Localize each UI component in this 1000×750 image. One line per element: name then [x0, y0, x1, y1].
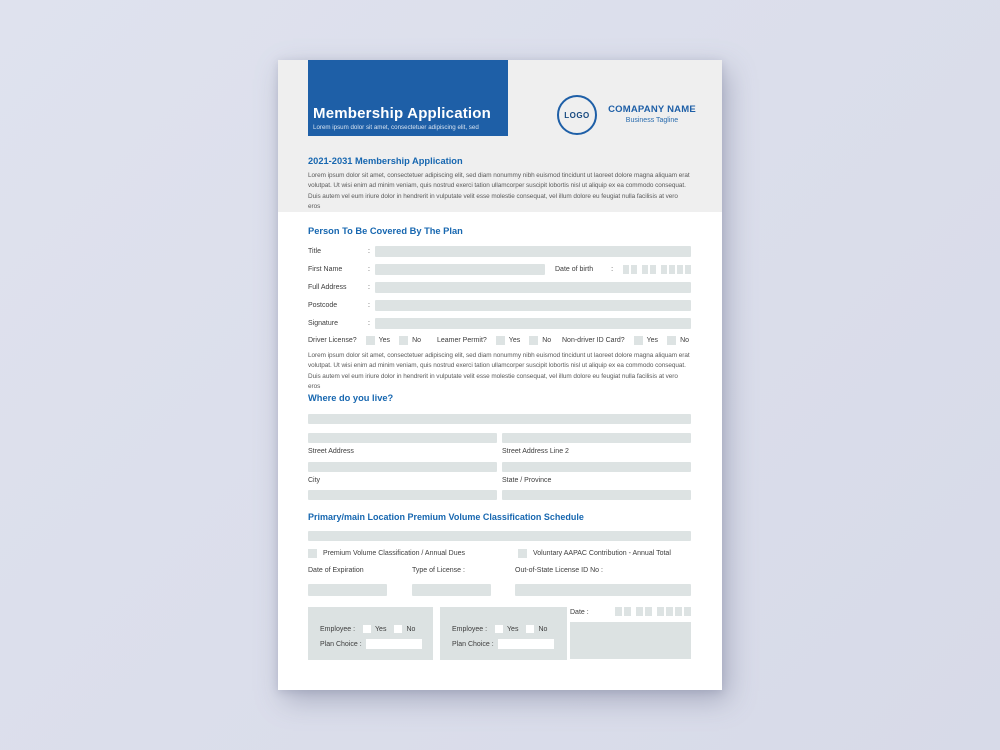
intro-paragraph: Lorem ipsum dolor sit amet, consectetuer adipiscing elit, sed diam nonummy nibh euismod tincidunt ut laoreet dolore magna aliquam erat volutpat. Ut wisi enim ad minim veniam, quis nostrud exerci tation ullamcorper suscipit lobortis nisl ut aliquip ex ea commodo consequat. Duis autem vel eum iriure dolor in hendrerit in vulputate velit esse molestie consequat, vel illum dolore eu feugiat nulla facilisis at vero eros [308, 172, 690, 211]
date-cells [615, 607, 691, 616]
dob-year-cell[interactable] [677, 265, 683, 274]
postcode-input[interactable] [375, 300, 691, 311]
yes-label: Yes [378, 337, 391, 344]
colon: : [368, 284, 370, 291]
dob-month-cell[interactable] [642, 265, 648, 274]
title-input[interactable] [375, 246, 691, 257]
person-paragraph: Lorem ipsum dolor sit amet, consectetuer adipiscing elit, sed diam nonummy nibh euismod tincidunt ut laoreet dolore magna aliquam erat volutpat. Ut wisi enim ad minim veniam, quis nostrud exerci tation ullamcorper suscipit lobortis nisl ut aliquip ex ea commodo consequat. Duis autem vel eum iriure dolor in hendrerit in vulputate velit esse molestie consequat, vel illum dolore eu feugiat nulla facilisis at vero eros [308, 352, 690, 391]
full-address-field-row [308, 282, 691, 293]
yes-label: Yes [507, 625, 519, 633]
form-subtitle: Lorem ipsum dolor sit amet, consectetuer adipiscing elit, sed [313, 124, 479, 131]
premium-volume-checkbox[interactable] [308, 549, 317, 558]
application-form-page [278, 60, 722, 690]
city-extra-input[interactable] [308, 490, 497, 500]
plan-choice-row [320, 638, 433, 650]
employee2-yes-checkbox[interactable] [495, 625, 503, 633]
person-section-heading: Person To Be Covered By The Plan [308, 226, 463, 236]
first-name-field-row [308, 264, 691, 275]
colon: : [368, 266, 370, 273]
premium-section-heading: Primary/main Location Premium Volume Classification Schedule [308, 512, 584, 522]
dob-year-cell[interactable] [669, 265, 675, 274]
dob-year-cell[interactable] [661, 265, 667, 274]
voluntary-aapac-label: Voluntary AAPAC Contribution - Annual Total [533, 550, 671, 557]
no-label: No [406, 625, 416, 633]
dob-day-cell[interactable] [623, 265, 629, 274]
dob-year-cell[interactable] [685, 265, 691, 274]
out-of-state-input[interactable] [515, 584, 691, 596]
date-field-row [570, 607, 691, 617]
full-address-label: Full Address [308, 284, 347, 291]
employee-row [452, 623, 567, 635]
type-of-license-label: Type of License : [412, 567, 465, 574]
colon: : [368, 248, 370, 255]
non-driver-id-yes-checkbox[interactable] [634, 336, 643, 345]
type-of-license-input[interactable] [412, 584, 491, 596]
date-of-expiration-input[interactable] [308, 584, 387, 596]
logo-text: LOGO [564, 110, 590, 120]
driver-license-question [308, 336, 421, 345]
address-line-input[interactable] [308, 414, 691, 424]
street-address-label: Street Address [308, 448, 354, 455]
non-driver-id-question [562, 336, 689, 345]
date-day-cell[interactable] [624, 607, 631, 616]
date-label: Date : [570, 608, 589, 616]
colon: : [368, 320, 370, 327]
date-year-cell[interactable] [657, 607, 664, 616]
plan-choice-label: Plan Choice : [452, 640, 494, 648]
premium-volume-option [308, 549, 465, 558]
employee1-yes-checkbox[interactable] [363, 625, 371, 633]
plan-choice-2-input[interactable] [498, 639, 554, 649]
non-driver-id-no-checkbox[interactable] [667, 336, 676, 345]
colon: : [368, 302, 370, 309]
employee-panel-2 [440, 607, 567, 660]
street-address-input[interactable] [308, 433, 497, 443]
date-month-cell[interactable] [636, 607, 643, 616]
plan-choice-row [452, 638, 567, 650]
leamer-permit-question [437, 336, 551, 345]
yes-label: Yes [508, 337, 521, 344]
no-label: No [412, 337, 422, 344]
postcode-label: Postcode [308, 302, 338, 309]
premium-input[interactable] [308, 531, 691, 541]
state-province-input[interactable] [502, 462, 691, 472]
yes-label: Yes [375, 625, 387, 633]
driver-license-label: Driver License? [308, 337, 357, 344]
employee1-no-checkbox[interactable] [394, 625, 402, 633]
postcode-field-row [308, 300, 691, 311]
no-label: No [538, 625, 548, 633]
first-name-label: First Name [308, 266, 343, 273]
logo-icon [557, 95, 597, 135]
signature-box[interactable] [570, 622, 691, 659]
date-of-expiration-label: Date of Expiration [308, 567, 364, 574]
colon: : [611, 266, 614, 273]
yes-label: Yes [646, 337, 659, 344]
out-of-state-label: Out-of-State License ID No : [515, 567, 603, 574]
leamer-permit-no-checkbox[interactable] [529, 336, 538, 345]
company-tagline: Business Tagline [625, 117, 679, 124]
non-driver-id-label: Non-driver ID Card? [562, 337, 625, 344]
employee2-no-checkbox[interactable] [526, 625, 534, 633]
street-address-line2-input[interactable] [502, 433, 691, 443]
intro-heading: 2021-2031 Membership Application [308, 156, 463, 166]
date-year-cell[interactable] [675, 607, 682, 616]
date-month-cell[interactable] [645, 607, 652, 616]
employee-label: Employee : [320, 625, 356, 633]
form-title: Membership Application [313, 105, 492, 122]
dob-month-cell[interactable] [650, 265, 656, 274]
first-name-input[interactable] [375, 264, 545, 275]
dob-day-cell[interactable] [631, 265, 637, 274]
plan-choice-1-input[interactable] [366, 639, 422, 649]
plan-choice-label: Plan Choice : [320, 640, 362, 648]
form-title-block [308, 60, 508, 136]
company-block [608, 104, 696, 124]
employee-label: Employee : [452, 625, 488, 633]
city-label: City [308, 477, 321, 484]
dob-cells [623, 265, 691, 274]
no-label: No [680, 337, 690, 344]
signature-label: Signature [308, 320, 338, 327]
city-input[interactable] [308, 462, 497, 472]
driver-license-no-checkbox[interactable] [399, 336, 408, 345]
voluntary-aapac-checkbox[interactable] [518, 549, 527, 558]
date-day-cell[interactable] [615, 607, 622, 616]
voluntary-aapac-option [518, 549, 671, 558]
leamer-permit-yes-checkbox[interactable] [496, 336, 505, 345]
employee-row [320, 623, 433, 635]
title-field-row [308, 246, 691, 257]
leamer-permit-label: Leamer Permit? [437, 337, 487, 344]
state-extra-input[interactable] [502, 490, 691, 500]
dob-label: Date of birth [555, 266, 594, 273]
date-year-cell[interactable] [666, 607, 673, 616]
premium-volume-label: Premium Volume Classification / Annual Dues [323, 550, 466, 557]
company-name: COMAPANY NAME [608, 104, 696, 115]
full-address-input[interactable] [375, 282, 691, 293]
no-label: No [542, 337, 552, 344]
state-province-label: State / Province [502, 477, 552, 484]
street-address-line2-label: Street Address Line 2 [502, 448, 569, 455]
date-year-cell[interactable] [684, 607, 691, 616]
title-label: Title [308, 248, 321, 255]
signature-input[interactable] [375, 318, 691, 329]
signature-field-row [308, 318, 691, 329]
driver-license-yes-checkbox[interactable] [366, 336, 375, 345]
employee-panel-1 [308, 607, 433, 660]
residence-section-heading: Where do you live? [308, 393, 394, 403]
